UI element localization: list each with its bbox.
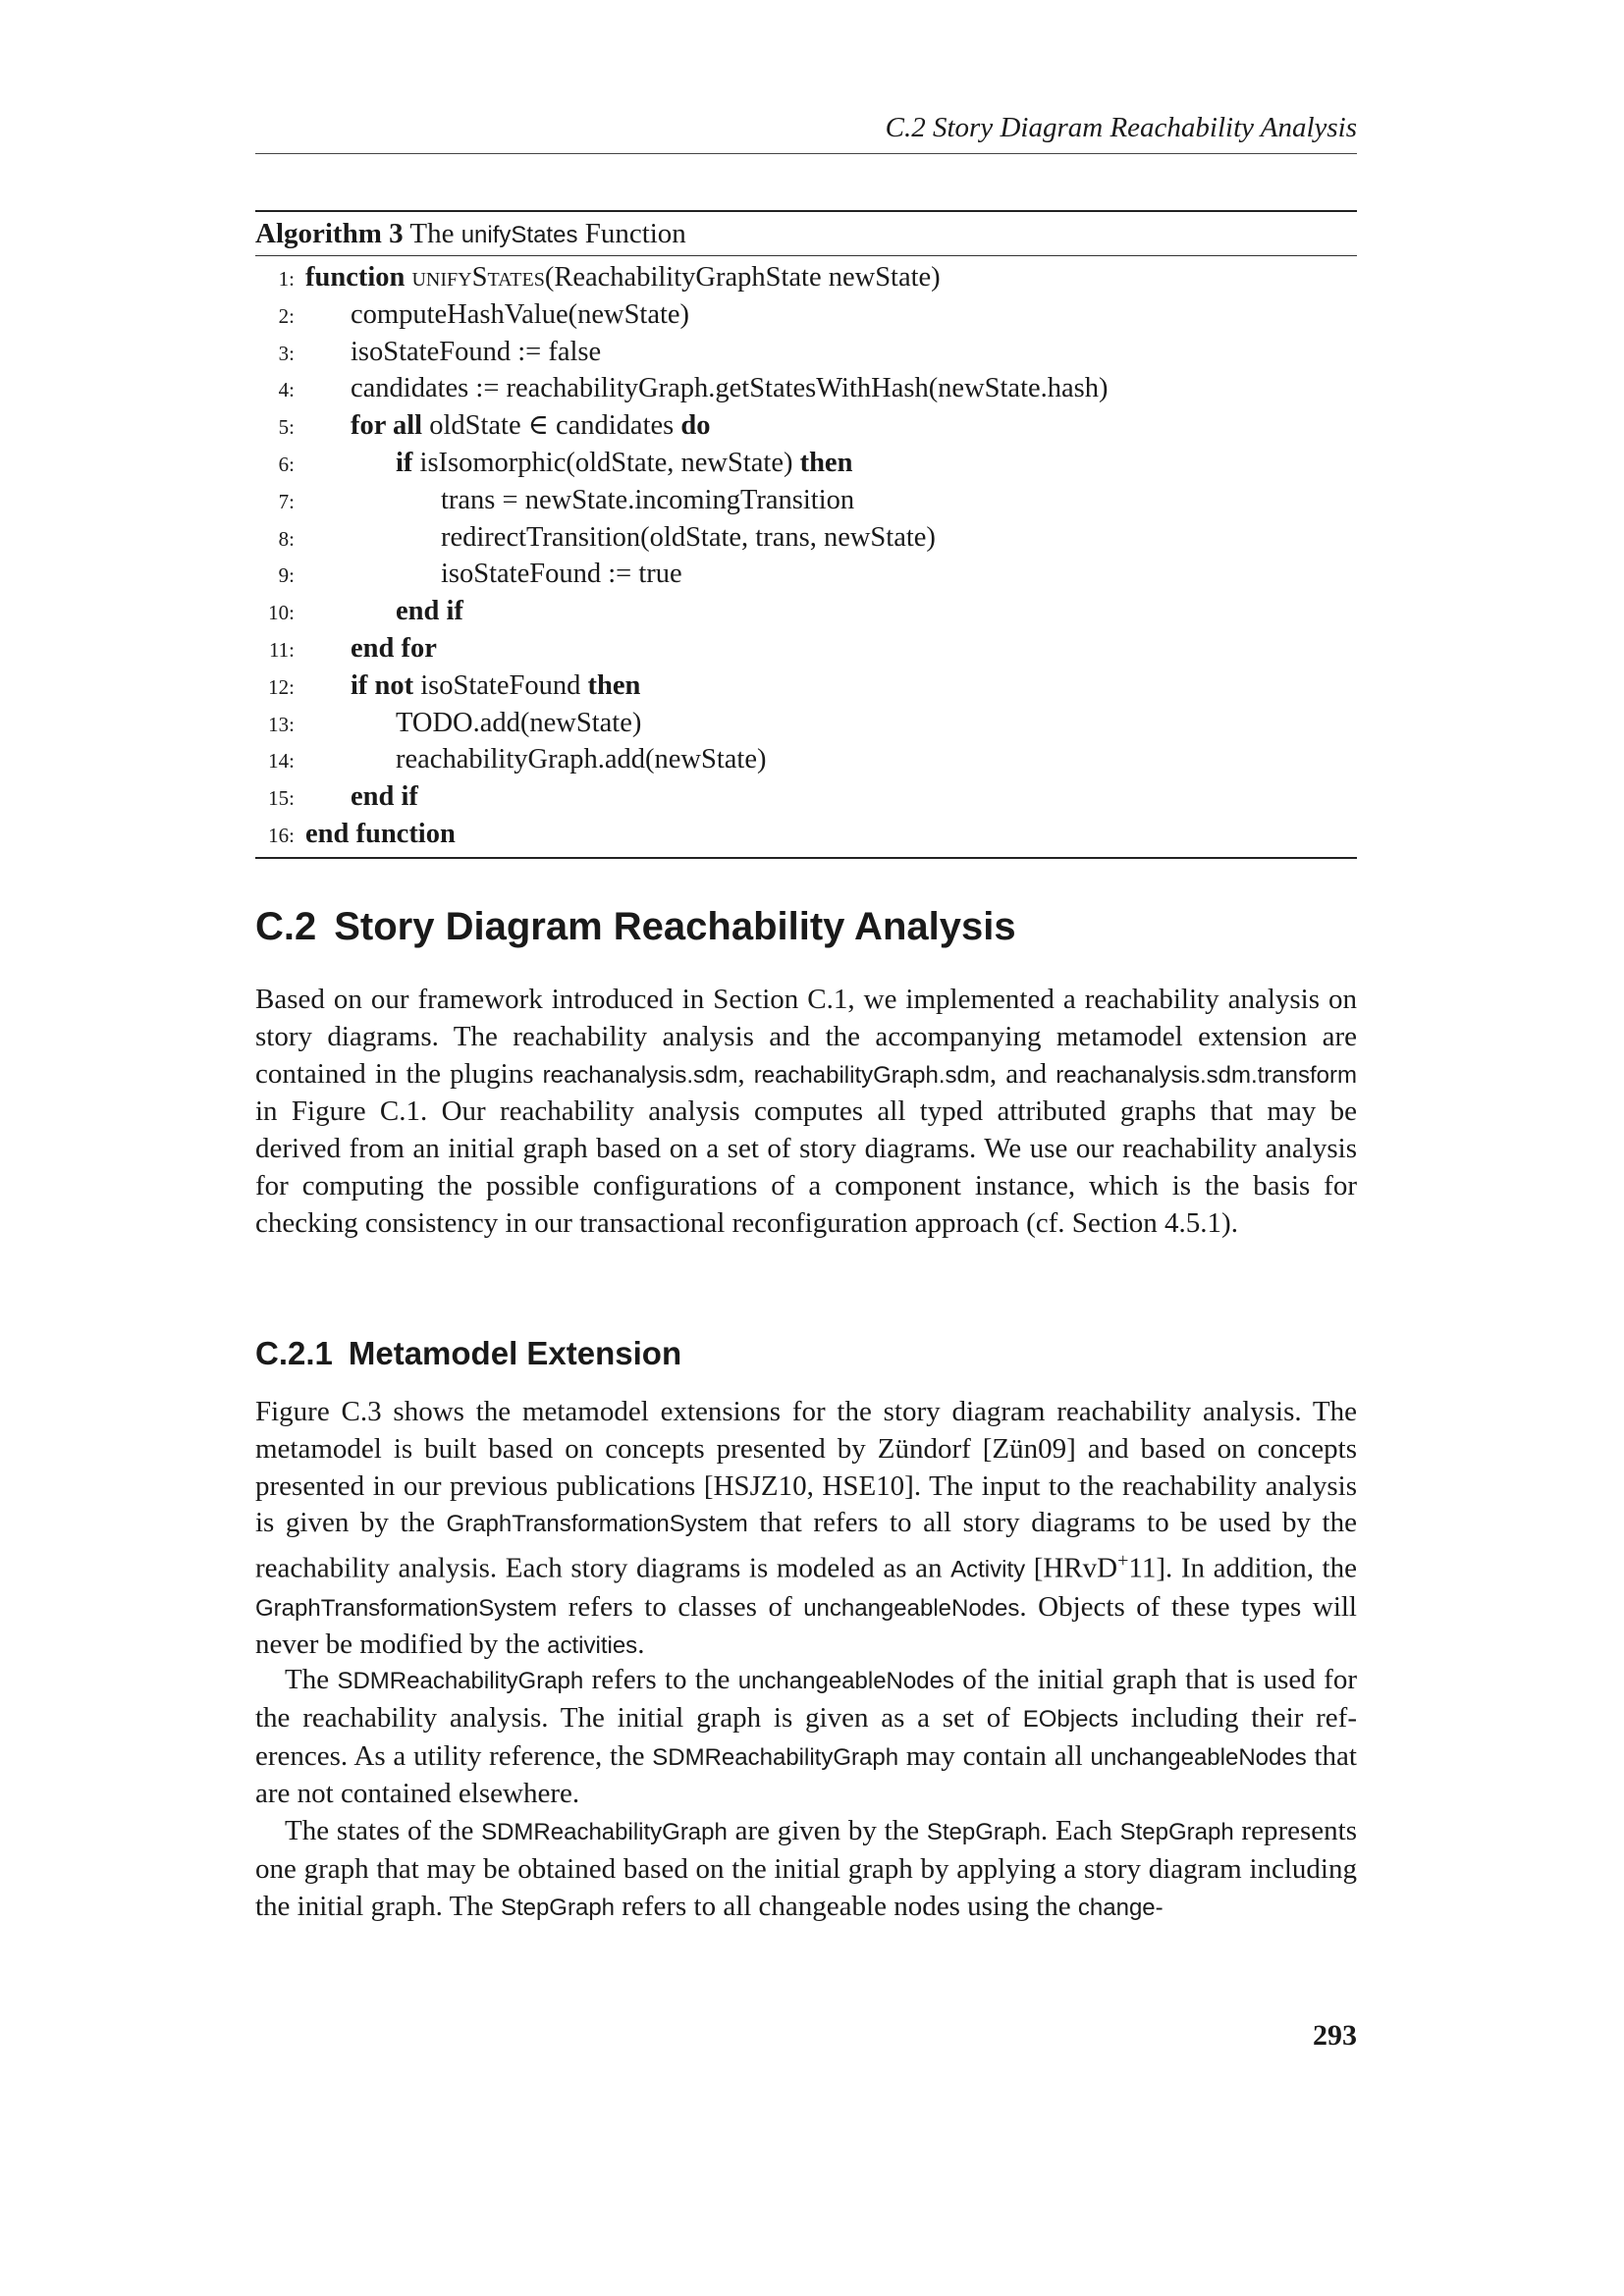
algorithm-line <box>255 334 1357 371</box>
running-header: C.2 Story Diagram Reachability Analysis <box>885 112 1357 143</box>
section-title: Story Diagram Reachability Analysis <box>334 905 1016 948</box>
text-run: + <box>1117 1550 1129 1573</box>
algorithm-line <box>255 445 1357 482</box>
subsection-paragraph-2 <box>255 1662 1357 1813</box>
code-text <box>351 370 1109 407</box>
line-number: 2: <box>278 303 295 328</box>
algorithm-line <box>255 593 1357 630</box>
text-run: The <box>285 1664 338 1695</box>
code-fragment: unifyStates <box>411 262 545 293</box>
code-text <box>396 593 463 630</box>
line-number: 1: <box>278 267 295 291</box>
section-number: C.2 <box>255 905 317 948</box>
text-run: of the initial graph that is used for the reachability analysis. The initial graph is given as a set of <box>255 1664 1357 1734</box>
code-term: unchangeableNodes <box>737 1668 954 1694</box>
code-term: SDMReachabilityGraph <box>337 1668 584 1694</box>
code-term: activities <box>547 1632 638 1660</box>
algorithm-line <box>255 407 1357 445</box>
page-number: 293 <box>1313 2019 1357 2052</box>
text-run: that are not contained elsewhere. <box>255 1739 1357 1810</box>
code-fragment: isoStateFound <box>413 669 588 701</box>
code-text <box>351 334 601 371</box>
keyword: if <box>396 447 413 478</box>
code-fragment: oldState ∈ candidates <box>422 410 681 442</box>
code-term: Activity <box>950 1556 1026 1583</box>
line-number: 14: <box>268 749 295 774</box>
text-run: Based on our framework introduced in Section C.1, we implemented a reachability analysis on story diagrams. The reachability analysis and the accompanying metamodel extension are contained in the plugins <box>255 984 1357 1090</box>
code-fragment: TODO.add(newState) <box>396 707 642 738</box>
algorithm-line <box>255 259 1357 296</box>
line-number: 6: <box>278 452 295 476</box>
algorithm-line <box>255 816 1357 853</box>
code-text <box>351 296 689 334</box>
code-term: EObjects <box>1022 1705 1119 1733</box>
text-run: The states of the <box>285 1815 482 1846</box>
algorithm-line <box>255 705 1357 742</box>
algorithm-function-name: unifyStates <box>460 222 578 248</box>
code-fragment: computeHashValue(newState) <box>351 298 690 330</box>
keyword: if not <box>351 669 414 701</box>
text-run: , <box>737 1057 754 1090</box>
algorithm-line <box>255 370 1357 407</box>
algorithm-lines <box>255 256 1357 859</box>
line-number: 12: <box>268 674 295 699</box>
code-fragment: reachabilityGraph.add(newState) <box>396 744 767 775</box>
code-term: unchangeableNodes <box>803 1594 1020 1622</box>
line-number: 4: <box>278 378 295 402</box>
keyword: for all <box>351 410 423 442</box>
section-paragraph <box>255 982 1357 1243</box>
code-text <box>351 667 640 705</box>
keyword: end for <box>351 632 437 664</box>
code-fragment: (ReachabilityGraphState newState) <box>544 262 941 293</box>
text-run: in Figure C.1. Our reachability analysis computes all typed attributed graphs that may be derived from an initial graph based on a set of story diagrams. We use our reachability analysis for computing the possible configurations of a component instance, which is the basis for checking consistency in our transactional reconfiguration approach (cf. Section 4.5.1). <box>255 1095 1357 1239</box>
text-run: that refers to all story diagrams to be used by the reachability analysis. Each story diagrams is modeled as an <box>255 1507 1357 1584</box>
keyword: end if <box>351 781 418 813</box>
line-number: 11: <box>268 637 295 662</box>
text-run: , and <box>989 1057 1056 1090</box>
code-fragment: candidates := reachabilityGraph.getStatesWithHash(newState.hash) <box>351 373 1109 404</box>
section-heading <box>255 903 1016 949</box>
header-rule <box>255 153 1357 154</box>
subsection-title: Metamodel Extension <box>348 1335 682 1371</box>
code-term: reachabilityGraph.sdm <box>753 1061 990 1089</box>
code-text <box>305 816 456 853</box>
line-number: 10: <box>268 601 295 625</box>
code-fragment: isoStateFound := true <box>441 559 682 590</box>
code-text <box>396 705 641 742</box>
keyword: do <box>680 410 711 442</box>
algorithm-block <box>255 210 1357 859</box>
code-term: SDMReachabilityGraph <box>481 1819 728 1845</box>
code-term: unchangeableNodes <box>1090 1743 1307 1771</box>
code-fragment: redirectTransition(oldState, trans, newState) <box>441 521 936 553</box>
code-term: GraphTransformationSystem <box>255 1594 558 1622</box>
code-text <box>396 445 852 482</box>
line-number: 5: <box>278 415 295 440</box>
algorithm-line <box>255 482 1357 519</box>
text-run: including their references. As a utility reference, the <box>255 1701 1358 1772</box>
algorithm-line <box>255 630 1357 667</box>
code-text <box>441 556 682 593</box>
text-run: are given by the <box>727 1815 927 1846</box>
code-term: change- <box>1077 1894 1164 1921</box>
code-fragment: isIsomorphic(oldState, newState) <box>412 447 800 478</box>
code-text <box>441 482 854 519</box>
algorithm-line <box>255 296 1357 334</box>
line-number: 15: <box>268 786 295 811</box>
text-run: may contain all <box>898 1739 1091 1772</box>
keyword: then <box>587 669 641 701</box>
algorithm-caption-post: Function <box>584 218 686 249</box>
code-fragment: isoStateFound := false <box>351 336 602 367</box>
line-number: 3: <box>278 341 295 365</box>
line-number: 13: <box>268 712 295 736</box>
code-fragment: trans = newState.incomingTransition <box>441 484 855 515</box>
subsection-heading <box>255 1335 681 1373</box>
algorithm-caption-pre: The <box>409 218 455 249</box>
subsection-paragraph-1 <box>255 1394 1357 1665</box>
text-run: Figure C.3 shows the metamodel extensions for the story diagram reachability analysis. The metamodel is built based on concepts presented by Zündorf [Zün09] and based on concepts presented in our previous publications [HSJZ10, HSE10]. The input to the reachability analysis is given by the <box>255 1396 1357 1539</box>
algorithm-caption <box>255 212 1357 256</box>
keyword: function <box>305 262 406 293</box>
text-run: refers to all changeable nodes using the <box>615 1890 1078 1922</box>
algorithm-line <box>255 741 1357 778</box>
line-number: 16: <box>268 823 295 847</box>
code-term: reachanalysis.sdm.transform <box>1056 1061 1357 1089</box>
code-term: SDMReachabilityGraph <box>652 1743 899 1771</box>
code-text <box>305 259 941 296</box>
keyword: end if <box>396 596 463 627</box>
text-run: refers to classes of <box>557 1590 804 1623</box>
line-number: 9: <box>278 563 295 588</box>
code-text <box>351 630 437 667</box>
line-number: 7: <box>278 489 295 513</box>
algorithm-line <box>255 667 1357 705</box>
algorithm-line <box>255 519 1357 557</box>
text-run: . <box>637 1629 645 1661</box>
code-text <box>351 407 710 445</box>
algorithm-label: Algorithm 3 <box>255 218 404 249</box>
subsection-number: C.2.1 <box>255 1335 333 1371</box>
code-text <box>351 778 418 816</box>
algorithm-line <box>255 778 1357 816</box>
text-run: . Objects of these types will never be modified by the <box>255 1590 1357 1661</box>
subsection-paragraph-3 <box>255 1813 1357 1926</box>
code-term: GraphTransformationSystem <box>446 1511 748 1538</box>
keyword: end function <box>305 818 456 849</box>
text-run: 11]. In addition, the <box>1128 1552 1357 1584</box>
code-term: StepGraph <box>926 1819 1041 1845</box>
text-run: represents one graph that may be obtained based on the initial graph by applying a story diagram including the initial graph. The <box>255 1815 1357 1922</box>
line-number: 8: <box>278 526 295 551</box>
text-run: . Each <box>1040 1815 1120 1846</box>
code-term: StepGraph <box>500 1894 616 1921</box>
code-term: StepGraph <box>1119 1819 1234 1845</box>
code-text <box>441 519 936 557</box>
text-run: refers to the <box>583 1664 738 1695</box>
keyword: then <box>799 447 853 478</box>
code-term: reachanalysis.sdm <box>542 1061 738 1089</box>
code-text <box>396 741 766 778</box>
text-run: [HRvD <box>1025 1552 1118 1584</box>
algorithm-line <box>255 556 1357 593</box>
